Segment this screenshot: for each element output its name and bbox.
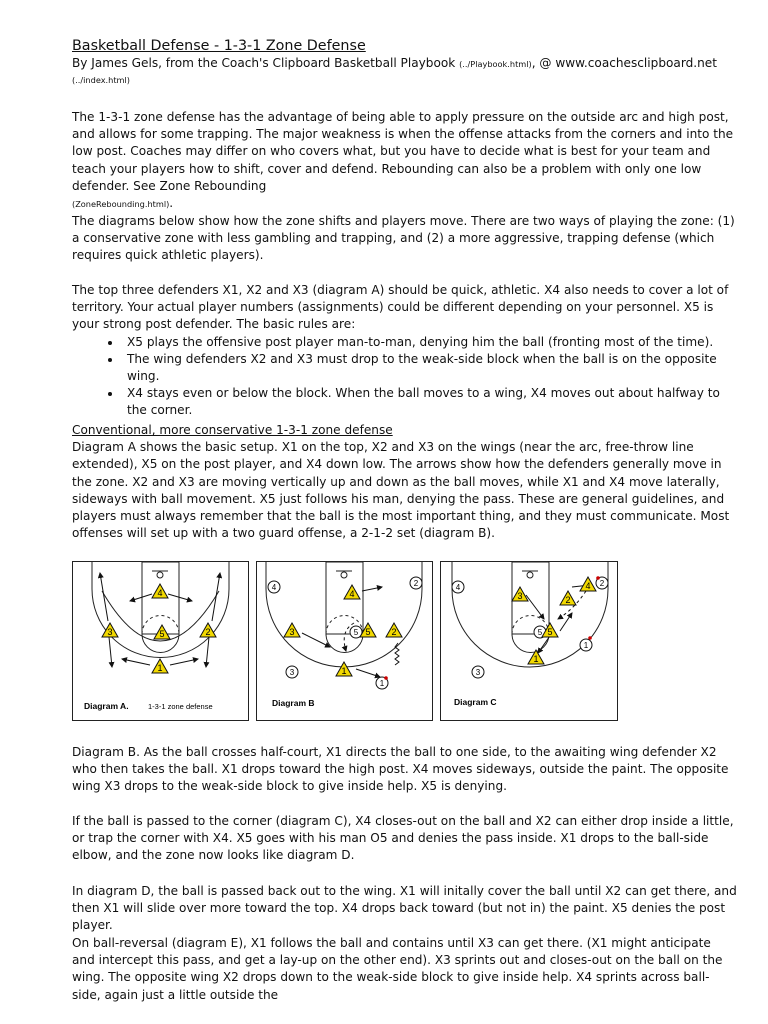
conventional-section [72,422,737,542]
svg-text:3: 3 [517,591,523,601]
section-heading: Conventional, more conservative 1-3-1 zone defense [72,423,393,437]
rule-item: • X4 stays even or below the block. When the ball moves to a wing, X4 moves out about halfway to the corner. [122,385,737,419]
diagrams-intro-paragraph [72,213,737,265]
zone-rebounding-link[interactable]: (ZoneRebounding.html) [72,199,170,210]
diagram-strip [72,561,632,725]
svg-text:2: 2 [205,627,211,637]
svg-text:2: 2 [565,595,571,605]
player-x5-marker [360,623,376,637]
diagram-a-subcaption: 1-3-1 zone defense [148,702,213,711]
player-x3-marker [102,623,118,637]
diagram-c-text: If the ball is passed to the corner (diagram C), X4 closes-out on the ball and X2 can either drop inside a little, or trap the corner with X4. X5 goes with his man O5 and denies the pass inside. X1 drops to the ball-side elbow, and the zone now looks like diagram D. [72,814,734,863]
offense-2-marker [596,576,608,589]
header-block [72,37,737,87]
byline [72,55,737,73]
intro-period: . [169,196,174,211]
player-x4-marker [344,585,360,599]
offense-4-marker [452,581,464,593]
diagram-c-paragraph [72,813,737,865]
player-x1-marker [336,662,352,676]
rules-section [72,282,737,420]
rule-item: • The wing defenders X2 and X3 must drop to the weak-side block when the ball is on the opposite wing. [122,351,737,385]
diagram-c [441,562,618,721]
svg-text:3: 3 [107,627,113,637]
svg-text:2: 2 [391,627,397,637]
svg-text:4: 4 [455,583,461,592]
rules-list [72,334,737,420]
diagram-a [73,562,249,721]
diagram-e-paragraph [72,935,737,1004]
rule-item: • X5 plays the offensive post player man-to-man, denying him the ball (fronting most of the time). [122,334,737,351]
svg-text:1: 1 [157,663,163,673]
svg-text:4: 4 [271,583,277,592]
diagram-d-paragraph [72,883,737,935]
diagram-a-caption: Diagram A. [84,701,129,711]
diagram-a-description: Diagram A shows the basic setup. X1 on the top, X2 and X3 on the wings (near the arc, free-throw line extended), X5 on the post player, and X4 down low. The arrows show how the defenders generally move in the zone. X2 and X3 are moving vertically up and down as the ball moves, while X1 and X4 move laterally, sideways with ball movement. X5 just follows his man, denying the pass. These are general guidelines, and players must always remember that the ball is the most important thing, and they must communicate. Most offenses will set up with a two guard offense, a 2-1-2 set (diagram B). [72,440,730,541]
player-x3-marker [512,587,528,601]
offense-3-marker [286,666,298,678]
svg-text:2: 2 [413,579,419,588]
player-x4-marker [152,584,168,598]
diagram-b-caption: Diagram B [272,698,315,708]
byline-index-link-row [72,73,737,87]
svg-text:5: 5 [365,627,371,637]
svg-text:1: 1 [583,641,589,650]
svg-text:3: 3 [289,627,295,637]
svg-text:1: 1 [533,654,539,664]
svg-text:4: 4 [585,581,591,591]
diagram-b-paragraph [72,744,737,796]
player-x3-marker [284,623,300,637]
index-link[interactable]: (../index.html) [72,75,131,86]
player-x2-marker [386,623,402,637]
player-x2-marker [200,623,216,637]
svg-text:3: 3 [475,668,481,677]
offense-1-marker [376,676,388,689]
svg-text:2: 2 [599,579,605,588]
intro-paragraph [72,109,737,213]
svg-text:1: 1 [341,666,347,676]
offense-1-marker [580,636,592,651]
svg-text:4: 4 [349,589,355,599]
diagram-b-text: Diagram B. As the ball crosses half-court, X1 directs the ball to one side, to the awaiting wing defender X2 who then takes the ball. X1 drops toward the high post. X4 moves sideways, outside the paint. The opposite wing X3 drops to the weak-side block to give inside help. X5 is denying. [72,745,729,794]
player-x5-marker [154,625,170,639]
diagram-e-text: On ball-reversal (diagram E), X1 follows the ball and contains until X3 can get there. (X1 might anticipate and intercept this pass, and get a lay-up on the other end). X3 sprints out and closes-out on the ball on the wing. The opposite wing X2 drops down to the weak-side block to give inside help. X4 sprints across ball-side, again just a little outside the [72,936,723,1002]
diagram-d-text: In diagram D, the ball is passed back out to the wing. X1 will initally cover the ball until X2 can get there, and then X1 will slide over more toward the top. X4 drops back toward (but not in) the paint. X5 denies the post player. [72,884,737,933]
intro-text [72,109,737,213]
diagram-b [257,562,433,721]
diagrams-intro-text: The diagrams below show how the zone shifts and players move. There are two ways of playing the zone: (1) a conservative zone with less gambling and trapping, and (2) a more aggressive, trapping defense (which requires quick athletic players). [72,214,735,263]
offense-4-marker [268,581,280,593]
svg-text:5: 5 [547,627,553,637]
offense-2-marker [410,577,422,589]
byline-site: , @ www.coachesclipboard.net [531,56,717,70]
svg-text:5: 5 [353,628,359,637]
svg-text:5: 5 [159,629,165,639]
zone-diagrams-figure [72,561,632,721]
byline-text: By James Gels, from the Coach's Clipboard Basketball Playbook [72,56,460,70]
svg-text:1: 1 [379,679,385,688]
svg-text:3: 3 [289,668,295,677]
player-x1-marker [152,659,168,673]
offense-3-marker [472,666,484,678]
rules-intro-text: The top three defenders X1, X2 and X3 (diagram A) should be quick, athletic. X4 also needs to cover a lot of territory. Your actual player numbers (assignments) could be different depending on your personnel. X5 is your strong post defender. The basic rules are: [72,283,729,332]
svg-text:5: 5 [537,628,543,637]
intro-body: The 1-3-1 zone defense has the advantage of being able to apply pressure on the outside arc and high post, and allows for some trapping. The major weakness is when the offense attacks from the corners and into the low post. Coaches may differ on who covers what, but you have to decide what is best for your team and teach your players how to shift, cover and defend. Rebounding can also be a problem with only one low defender. See Zone Rebounding [72,110,734,193]
playbook-link[interactable]: (../Playbook.html) [459,59,532,69]
page-title: Basketball Defense - 1-3-1 Zone Defense [72,38,366,54]
svg-text:4: 4 [157,588,163,598]
diagram-c-caption: Diagram C [454,697,497,707]
player-x4-marker [580,577,596,591]
player-x2-marker [560,591,576,605]
